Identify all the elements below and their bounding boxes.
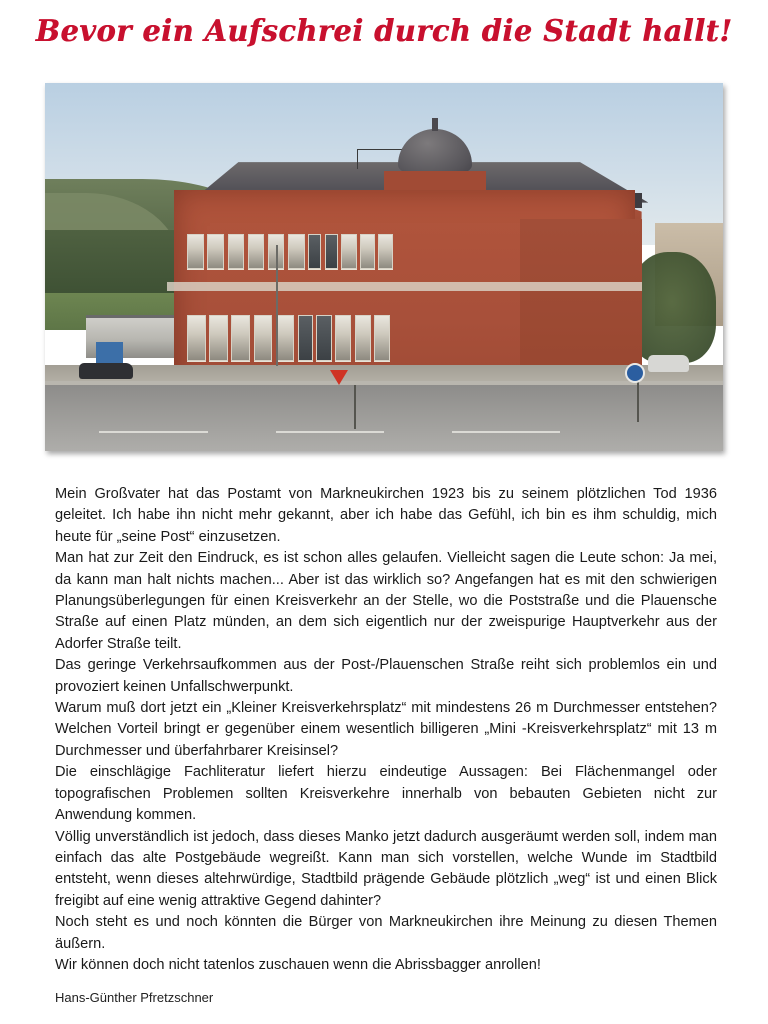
article-paragraph: Völlig unverständlich ist jedoch, dass dieses Manko jetzt dadurch ausgeräumt werden soll, indem man einfach das alte Postgebäude wegreißt. Kann man sich vorstellen, welche Wunde im Stadtbild entsteht, wenn dieses altehrwürdige, Stadtbild prägende Gebäude plötzlich „weg“ ist und einen Blick freigibt auf eine wenig attraktive Gegend dahinter? (55, 828, 717, 909)
article-paragraph: Warum muß dort jetzt ein „Kleiner Kreisverkehrsplatz“ mit mindestens 26 m Durchmesser entstehen? Welchen Vorteil bringt er gegenüber einem wesentlich billigeren „Mini -Kreisverkehrsplatz“ mit 13 m Durchmesser und überfahrbarer Kreisinsel? (55, 700, 717, 759)
page-title: Bevor ein Aufschrei durch die Stadt hallt! (35, 14, 733, 49)
article-paragraph: Mein Großvater hat das Postamt von Markneukirchen 1923 bis zu seinem plötzlichen Tod 1936 geleitet. Ich habe ihn nicht mehr gekannt, aber ich habe das Gefühl, ich bin es ihm schuldig, mich heute für „seine Post“ einzusetzen. (55, 486, 717, 545)
blue-container (96, 342, 123, 362)
photo-scene (45, 83, 723, 451)
sign-pole (637, 381, 639, 421)
article-paragraph: Die einschlägige Fachliteratur liefert hierzu eindeutige Aussagen: Bei Flächenmangel oder topografischen Problemen sollten Kreisverkehre innerhalb von bebauten Gebieten nicht zur Anwendung kommen. (55, 764, 717, 824)
window-row-upper (187, 234, 393, 267)
facade-cornice (167, 282, 642, 291)
road-marking (452, 431, 560, 433)
article-paragraph: Wir können doch nicht tatenlos zuschauen wenn die Abrissbagger anrollen! (55, 956, 541, 973)
road-marking (276, 431, 384, 433)
author-signature: Hans-Günther Pfretzschner (55, 990, 214, 1005)
article-photo (45, 83, 723, 451)
article-paragraph: Das geringe Verkehrsaufkommen aus der Post-/Plauenschen Straße reiht sich problemlos ein und provoziert keinen Unfallschwerpunkt. (55, 657, 717, 695)
article-body (55, 484, 717, 976)
parked-car (648, 355, 689, 372)
parked-car (79, 363, 133, 380)
street (45, 385, 723, 451)
sign-pole (354, 385, 356, 429)
road-marking (99, 431, 207, 433)
yield-sign-icon (330, 370, 348, 385)
article-paragraph: Man hat zur Zeit den Eindruck, es ist schon alles gelaufen. Vielleicht sagen die Leute schon: Ja mei, da kann man halt nichts machen... Aber ist das wirklich so? Angefangen hat es mit den schwierigen Planungsüberlegungen für einen Kreisverkehr an der Stelle, wo die Poststraße und die Plauensche Straße auf einen Platz münden, an dem sich eigentlich nur der zweispurige Hauptverkehr aus der Adorfer Straße teilt. (55, 550, 717, 652)
street-lamp (276, 245, 278, 366)
window-row-lower (187, 315, 390, 359)
article-paragraph: Noch steht es und noch könnten die Bürger von Markneukirchen ihre Meinung zu diesen Themen äußern. (55, 914, 717, 952)
roundabout-sign-icon (625, 363, 645, 383)
